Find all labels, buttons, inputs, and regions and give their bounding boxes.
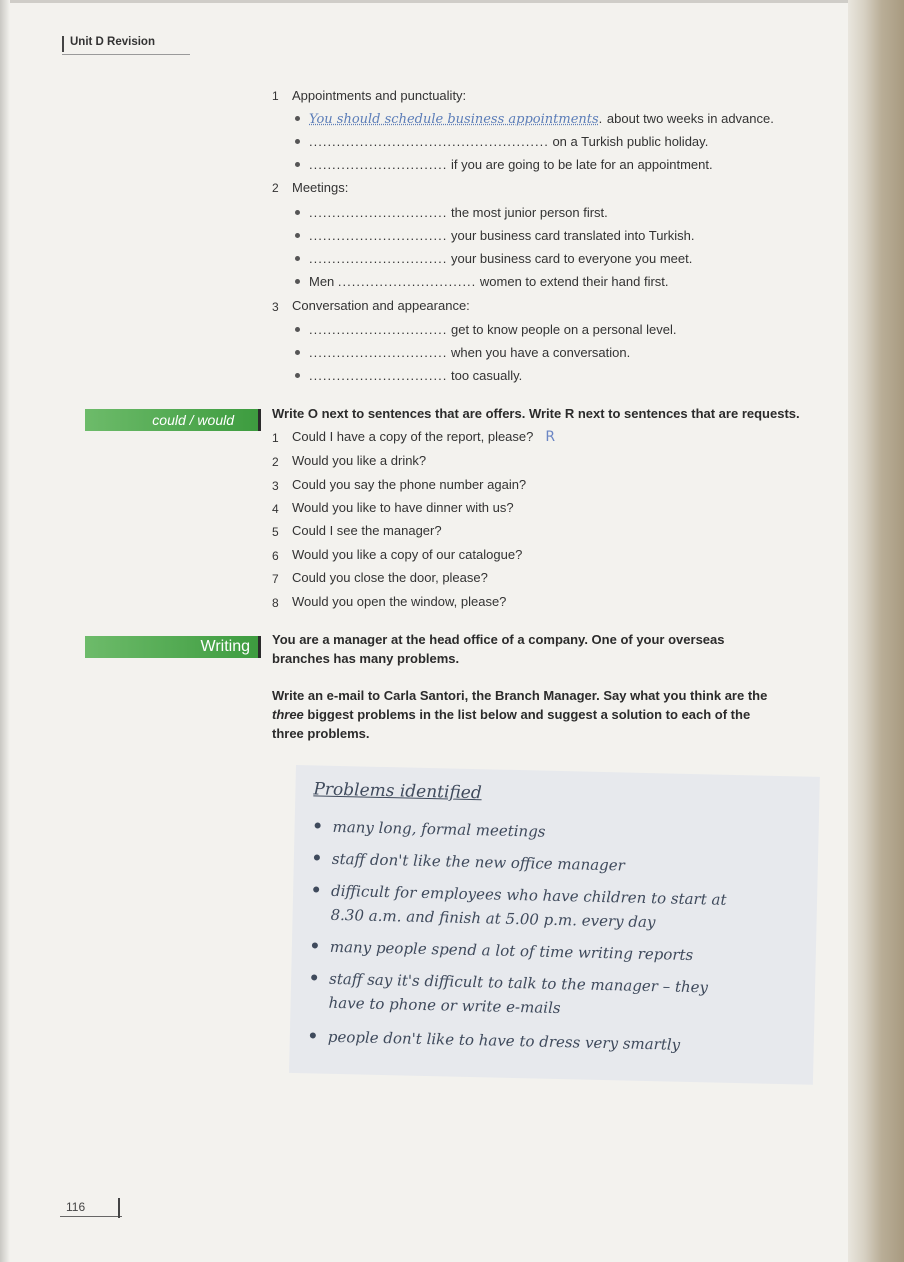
handwritten-answer: R [545,429,556,445]
note-item: staff don't like the new office manager [314,849,625,874]
bullet-icon [311,974,317,980]
note-item-continuation: 8.30 a.m. and finish at 5.00 p.m. every day [330,905,656,932]
list-item: Would you open the window, please? [292,594,507,609]
bullet-icon [295,256,300,261]
list-item: Men .............................. women to extend their hand first. [295,274,669,289]
list-item: .................................................... on a Turkish public holiday. [295,134,708,149]
list-item: You should schedule business appointments. about two weeks in advance. [295,111,774,127]
writing-para2-line3: three problems. [272,726,370,741]
note-title: Problems identified [313,779,482,804]
instruction-text: Write O next to sentences that are offers. Write R next to sentences that are requests. [272,406,800,421]
bullet-icon [295,233,300,238]
bullet-icon [295,373,300,378]
book-spine-shadow [848,0,904,1262]
list-item: Could I have a copy of the report, please? R [292,429,556,445]
unit-header [62,34,190,55]
item-number: 7 [272,572,279,586]
bullet-icon [295,327,300,332]
bullet-icon [295,350,300,355]
item-number: 3 [272,479,279,493]
bullet-icon [310,1032,316,1038]
list-item: .............................. your business card to everyone you meet. [295,251,692,266]
writing-para1-line2: branches has many problems. [272,651,460,666]
list-item: .............................. the most junior person first. [295,205,608,220]
list-item: .............................. if you are going to be late for an appointment. [295,157,713,172]
note-item: difficult for employees who have children to start at [313,881,727,908]
bullet-icon [295,116,300,121]
bullet-icon [295,162,300,167]
bullet-icon [295,139,300,144]
section-title: Conversation and appearance: [292,298,470,313]
item-number: 5 [272,525,279,539]
header-rule [62,36,64,52]
bullet-icon [295,210,300,215]
note-item-continuation: have to phone or write e-mails [328,993,561,1018]
writing-para2-line2: three biggest problems in the list below and suggest a solution to each of the [272,707,751,722]
section-number: 3 [272,300,279,314]
list-item: Would you like a copy of our catalogue? [292,547,523,562]
page-number: 116 [66,1200,86,1214]
unit-title: Unit D Revision [70,36,155,48]
item-number: 1 [272,431,279,445]
bullet-icon [315,822,321,828]
list-item: Could you say the phone number again? [292,477,527,492]
note-item: staff say it's difficult to talk to the manager – they [311,969,708,996]
list-item: Would you like to have dinner with us? [292,500,514,515]
item-number: 6 [272,549,279,563]
handwritten-note [289,765,820,1085]
item-number: 2 [272,455,279,469]
list-item: .............................. too casually. [295,368,522,383]
handwritten-answer: You should schedule business appointments [309,112,599,127]
item-number: 8 [272,596,279,610]
list-item: Would you like a drink? [292,453,427,468]
page-left-edge [0,0,10,1262]
page-top-edge [0,0,904,3]
section-number: 1 [272,89,279,103]
list-item: .............................. your business card translated into Turkish. [295,228,695,243]
bullet-icon [312,942,318,948]
section-title: Appointments and punctuality: [292,88,467,103]
writing-para1-line1: You are a manager at the head office of a company. One of your overseas [272,632,725,647]
bullet-icon [314,854,320,860]
note-item: many people spend a lot of time writing reports [312,937,694,964]
list-item: Could I see the manager? [292,523,442,538]
note-item: people don't like to have to dress very smartly [310,1027,681,1053]
section-label-writing: Writing [85,636,261,658]
list-item: Could you close the door, please? [292,570,488,585]
page-footer [60,1198,122,1217]
item-number: 4 [272,502,279,516]
section-number: 2 [272,181,279,195]
note-item: many long, formal meetings [314,817,545,840]
list-item: .............................. get to know people on a personal level. [295,322,676,337]
section-title: Meetings: [292,180,349,195]
writing-para2-line1: Write an e-mail to Carla Santori, the Branch Manager. Say what you think are the [272,688,768,703]
list-item: .............................. when you have a conversation. [295,345,630,360]
bullet-icon [313,886,319,892]
footer-rule [118,1198,120,1218]
bullet-icon [295,279,300,284]
section-label-could-would: could / would [85,409,261,431]
